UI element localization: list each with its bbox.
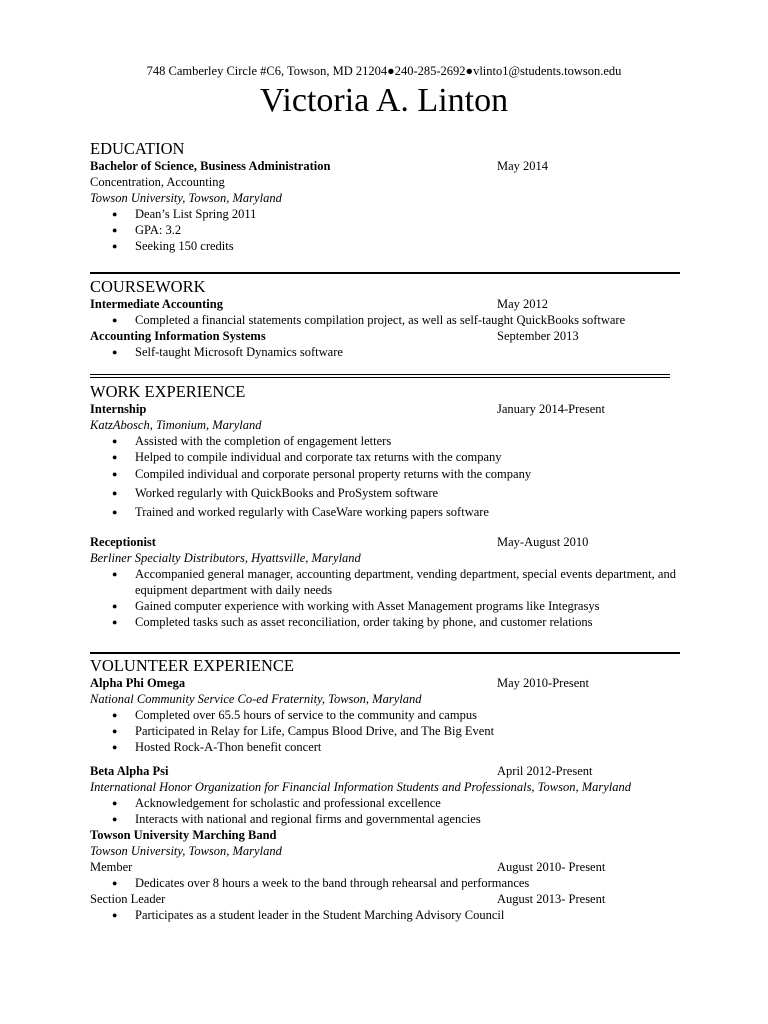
- work-section: [90, 382, 690, 630]
- section-divider: [90, 652, 680, 654]
- band-role-row: [90, 859, 690, 875]
- list-item: ● Worked regularly with QuickBooks and ProSystem software: [90, 484, 690, 503]
- job-org: KatzAbosch, Timonium, Maryland: [90, 418, 262, 432]
- bullet-icon: ●: [112, 710, 118, 720]
- bullet-icon: ●: [112, 742, 118, 752]
- band-role: Member: [90, 860, 133, 874]
- org-name: Alpha Phi Omega: [90, 676, 186, 690]
- bullet-icon: ●: [112, 878, 118, 888]
- degree-name: Bachelor of Science, Business Administration: [90, 159, 331, 173]
- list-item: ● Gained computer experience with working with Asset Management programs like Integrasys: [112, 599, 600, 613]
- list-item: ● Completed over 65.5 hours of service to the community and campus: [112, 708, 477, 722]
- list-item: ● Compiled individual and corporate personal property returns with the company: [90, 465, 690, 484]
- bullet-icon: ●: [112, 910, 118, 920]
- band-date: August 2010- Present: [497, 860, 606, 874]
- list-item: ● Acknowledgement for scholastic and professional excellence: [112, 796, 441, 810]
- band-date: August 2013- Present: [497, 892, 606, 906]
- degree-row: [90, 158, 690, 174]
- contact-line: 748 Camberley Circle #C6, Towson, MD 21204●240-285-2692●vlinto1@students.towson.edu: [146, 64, 622, 78]
- org-date: April 2012-Present: [497, 764, 593, 778]
- band-role: Section Leader: [90, 892, 166, 906]
- bullet-icon: ●: [112, 617, 118, 627]
- org-desc: Towson University, Towson, Maryland: [90, 844, 282, 858]
- list-item: ● Dean’s List Spring 2011: [112, 207, 257, 221]
- bullet-icon: ●: [112, 209, 118, 219]
- bullet-icon: ●: [112, 452, 118, 462]
- job-role: Receptionist: [90, 535, 156, 549]
- band-role-row: [90, 891, 690, 907]
- org-desc: National Community Service Co-ed Fraternity, Towson, Maryland: [90, 692, 422, 706]
- concentration: Concentration, Accounting: [90, 175, 225, 189]
- bullet-icon: ●: [112, 569, 118, 579]
- course-date: May 2012: [497, 297, 549, 311]
- list-item: ● Seeking 150 credits: [112, 239, 234, 253]
- job-date: January 2014-Present: [497, 402, 605, 416]
- job-row: [90, 534, 690, 550]
- job-row: [90, 401, 690, 417]
- candidate-name: Victoria A. Linton: [259, 82, 509, 119]
- bullet-icon: ●: [112, 814, 118, 824]
- coursework-section: [90, 277, 690, 360]
- bullet-icon: ●: [112, 488, 118, 498]
- org-desc: International Honor Organization for Financial Information Students and Professionals, Towson, Maryland: [90, 780, 631, 794]
- section-divider: [90, 272, 680, 274]
- course-row: [90, 328, 690, 344]
- list-item: ● Self-taught Microsoft Dynamics software: [112, 345, 343, 359]
- bullet-icon: ●: [112, 225, 118, 235]
- list-item: ● Interacts with national and regional firms and governmental agencies: [112, 812, 481, 826]
- education-section: [90, 139, 690, 254]
- course-date: September 2013: [497, 329, 579, 343]
- course-name: Accounting Information Systems: [90, 329, 266, 343]
- work-title: WORK EXPERIENCE: [90, 382, 246, 401]
- bullet-icon: ●: [112, 798, 118, 808]
- list-item: ● Completed a financial statements compilation project, as well as self-taught QuickBooks software: [112, 313, 626, 327]
- bullet-icon: ●: [112, 601, 118, 611]
- org-date: May 2010-Present: [497, 676, 589, 690]
- org-name: Towson University Marching Band: [90, 828, 277, 842]
- volunteer-section: [90, 656, 690, 923]
- bullet-icon: ●: [112, 469, 118, 479]
- coursework-title: COURSEWORK: [90, 277, 206, 296]
- degree-date: May 2014: [497, 159, 549, 173]
- education-title: EDUCATION: [90, 139, 185, 158]
- list-item: ● Accompanied general manager, accounting department, vending department, special events department, and equipment department with daily needs: [112, 567, 676, 597]
- job-org: Berliner Specialty Distributors, Hyattsville, Maryland: [90, 551, 361, 565]
- bullet-icon: ●: [112, 507, 118, 517]
- org-row: [90, 675, 690, 691]
- list-item: ● Assisted with the completion of engagement letters: [112, 434, 392, 448]
- list-item: ● Helped to compile individual and corporate tax returns with the company: [112, 450, 502, 464]
- list-item: ● Hosted Rock-A-Thon benefit concert: [112, 740, 322, 754]
- org-row: [90, 763, 690, 779]
- bullet-icon: ●: [112, 347, 118, 357]
- job-role: Internship: [90, 402, 147, 416]
- list-item: ● Participated in Relay for Life, Campus Blood Drive, and The Big Event: [112, 724, 495, 738]
- section-divider: [90, 374, 670, 378]
- list-item: ● Completed tasks such as asset reconciliation, order taking by phone, and customer relations: [112, 615, 593, 629]
- bullet-icon: ●: [112, 315, 118, 325]
- volunteer-title: VOLUNTEER EXPERIENCE: [90, 656, 294, 675]
- list-item: ● GPA: 3.2: [112, 223, 182, 237]
- bullet-icon: ●: [112, 726, 118, 736]
- course-row: [90, 296, 690, 312]
- org-name: Beta Alpha Psi: [90, 764, 169, 778]
- bullet-icon: ●: [112, 436, 118, 446]
- course-name: Intermediate Accounting: [90, 297, 223, 311]
- list-item: ● Participates as a student leader in the Student Marching Advisory Council: [112, 908, 505, 922]
- list-item: ● Dedicates over 8 hours a week to the band through rehearsal and performances: [112, 876, 530, 890]
- job-date: May-August 2010: [497, 535, 589, 549]
- school: Towson University, Towson, Maryland: [90, 191, 282, 205]
- list-item: ● Trained and worked regularly with CaseWare working papers software: [90, 503, 690, 522]
- bullet-icon: ●: [112, 241, 118, 251]
